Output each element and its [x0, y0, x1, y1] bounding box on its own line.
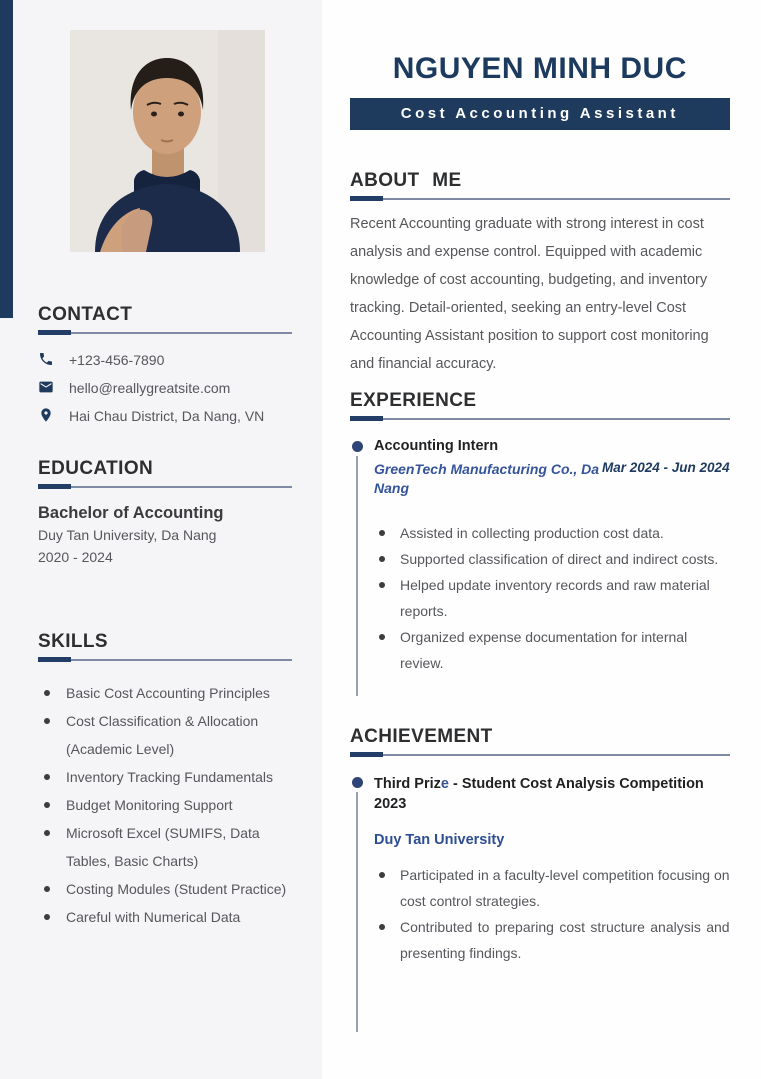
job-title-banner — [350, 98, 730, 130]
achievement-entry — [350, 774, 730, 1032]
achievement-bullet: Contributed to preparing cost structure analysis and presenting findings. — [374, 914, 730, 966]
portrait-illustration — [70, 30, 265, 252]
contact-location-text: Hai Chau District, Da Nang, VN — [69, 408, 265, 424]
skills-list — [38, 679, 292, 931]
achievement-bullet-list — [374, 862, 730, 966]
contact-email-text: hello@reallygreatsite.com — [69, 380, 231, 396]
achievement-heading: ACHIEVEMENT — [350, 726, 493, 747]
education-years: 2020 - 2024 — [38, 549, 113, 565]
achievement-section — [350, 726, 730, 1032]
education-degree: Bachelor of Accounting — [38, 504, 224, 522]
experience-bullet-list — [374, 520, 730, 676]
contact-item-location — [38, 402, 292, 430]
contact-section — [38, 304, 292, 430]
skills-heading-rule — [38, 659, 292, 661]
job-title: Accounting Intern — [374, 438, 499, 454]
contact-phone-text: +123-456-7890 — [69, 352, 165, 368]
job-meta-row — [374, 460, 730, 498]
job-dates: Mar 2024 - Jun 2024 — [602, 460, 730, 475]
about-heading-rule — [350, 198, 730, 200]
award-organization: Duy Tan University — [374, 832, 505, 848]
education-heading-rule — [38, 486, 292, 488]
skill-item: Cost Classification & Allocation (Academic Level) — [38, 707, 292, 763]
phone-icon — [38, 351, 54, 370]
skills-heading: SKILLS — [38, 631, 108, 652]
map-pin-icon — [38, 407, 54, 426]
education-school: Duy Tan University, Da Nang — [38, 527, 217, 543]
award-title — [374, 774, 704, 814]
award-title-pre: Third Priz — [374, 776, 441, 792]
skill-item: Costing Modules (Student Practice) — [38, 875, 292, 903]
experience-entry — [350, 438, 730, 696]
profile-photo — [70, 30, 265, 252]
award-title-accent: e — [440, 776, 449, 792]
experience-bullet: Organized expense documentation for internal review. — [374, 624, 730, 676]
contact-item-phone — [38, 346, 292, 374]
skill-item: Budget Monitoring Support — [38, 791, 292, 819]
experience-bullet: Supported classification of direct and indirect costs. — [374, 546, 730, 572]
sidebar — [0, 0, 322, 1079]
skill-item: Microsoft Excel (SUMIFS, Data Tables, Basic Charts) — [38, 819, 292, 875]
contact-list — [38, 346, 292, 430]
experience-bullet: Helped update inventory records and raw material reports. — [374, 572, 730, 624]
experience-bullet: Assisted in collecting production cost data. — [374, 520, 730, 546]
contact-heading-rule — [38, 332, 292, 334]
skill-item: Careful with Numerical Data — [38, 903, 292, 931]
contact-item-email — [38, 374, 292, 402]
left-accent-bar — [0, 0, 13, 318]
achievement-heading-rule — [350, 754, 730, 756]
achievement-bullet: Participated in a faculty-level competition focusing on cost control strategies. — [374, 862, 730, 914]
about-text: Recent Accounting graduate with strong interest in cost analysis and expense control. Equipped with academic knowledge of cost accounting, budgeting, and inventory tracking. Detail-oriented, seeking an entry-level Cost Accounting Assistant position to support cost monitoring and financial accuracy. — [350, 216, 709, 372]
education-heading: EDUCATION — [38, 458, 154, 479]
experience-heading: EXPERIENCE — [350, 390, 477, 411]
contact-heading: CONTACT — [38, 304, 133, 325]
experience-section — [350, 390, 730, 696]
award-title-post: - Student Cost Analysis Competition 2023 — [374, 776, 704, 812]
person-name: NGUYEN MINH DUC — [392, 52, 687, 85]
education-section — [38, 458, 292, 567]
about-heading: ABOUT ME — [350, 170, 462, 191]
skill-item: Inventory Tracking Fundamentals — [38, 763, 292, 791]
job-title-text: Cost Accounting Assistant — [400, 105, 679, 122]
company-name: GreenTech Manufacturing Co., Da Nang — [374, 461, 600, 496]
about-section — [350, 170, 730, 378]
skills-section — [38, 631, 292, 931]
experience-heading-rule — [350, 418, 730, 420]
skill-item: Basic Cost Accounting Principles — [38, 679, 292, 707]
main-column — [322, 0, 761, 1079]
envelope-icon — [38, 379, 54, 398]
